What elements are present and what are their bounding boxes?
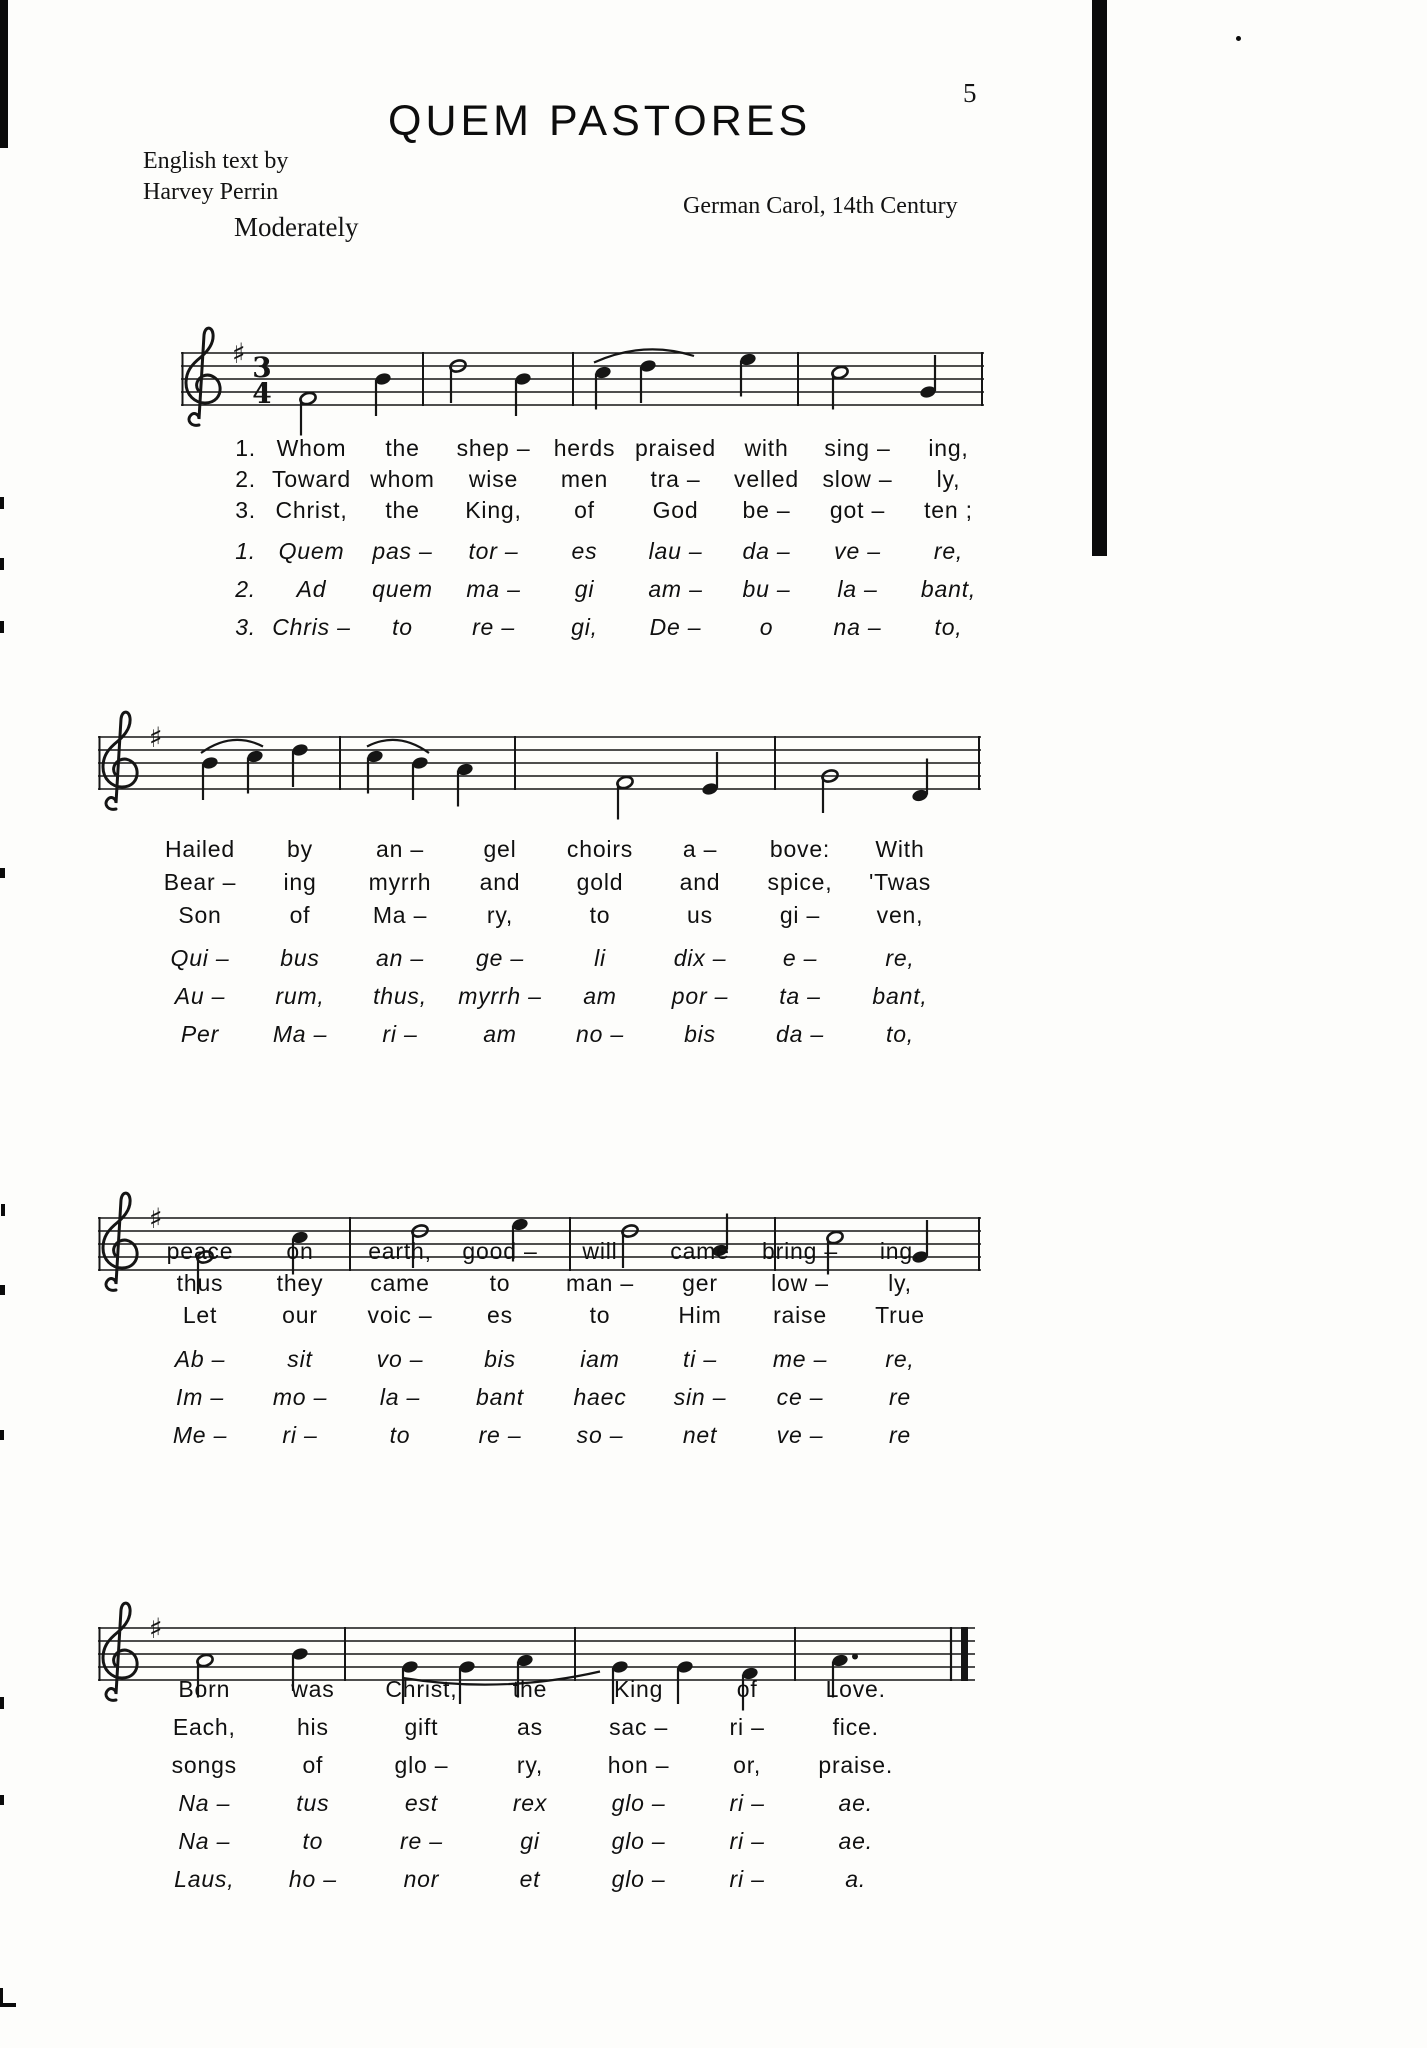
lyric-syllable: hon – xyxy=(607,1752,670,1778)
time-signature-bottom: 4 xyxy=(252,377,272,410)
lyric-syllable: Na – xyxy=(178,1828,231,1854)
lyric-syllable: gi, xyxy=(571,614,598,640)
lyric-line xyxy=(222,576,994,614)
lyric-syllable: re xyxy=(888,1422,912,1448)
music-stave-2 xyxy=(95,697,985,834)
lyrics-system-4 xyxy=(150,1676,910,1904)
lyric-syllable: am xyxy=(483,1021,517,1047)
sharp-icon: ♯ xyxy=(149,721,163,754)
lyric-syllable: ri – xyxy=(729,1866,765,1892)
lyric-syllable: so – xyxy=(576,1422,624,1448)
lyric-syllable: bove: xyxy=(769,836,831,862)
verse-group-gap xyxy=(222,528,994,538)
note-quarter xyxy=(514,372,532,416)
page-title: QUEM PASTORES xyxy=(388,97,812,145)
lyric-syllable: of xyxy=(574,497,595,523)
lyric-syllable: and xyxy=(479,869,521,895)
lyric-line xyxy=(150,1346,950,1384)
lyric-syllable: shep – xyxy=(456,435,531,461)
lyric-syllable: sit xyxy=(287,1346,313,1372)
note-quarter xyxy=(374,372,392,416)
lyric-syllable: got – xyxy=(829,497,886,523)
stave-svg xyxy=(178,313,988,445)
lyric-syllable: to, xyxy=(934,614,963,640)
lyric-syllable: as xyxy=(517,1714,543,1740)
lyric-syllable: vo – xyxy=(376,1346,424,1372)
lyric-line xyxy=(150,836,950,869)
stave-svg xyxy=(95,697,985,829)
lyric-syllable: bus xyxy=(280,945,320,971)
lyric-syllable: the xyxy=(512,1676,548,1702)
lyric-syllable: ing, xyxy=(928,435,969,461)
note-quarter xyxy=(411,756,429,800)
lyric-syllable: et xyxy=(519,1866,541,1892)
lyric-syllable: to xyxy=(392,614,413,640)
lyric-syllable: Each, xyxy=(172,1714,236,1740)
lyric-syllable: Son xyxy=(178,902,222,928)
lyric-syllable: glo – xyxy=(611,1866,666,1892)
lyric-syllable: haec xyxy=(573,1384,627,1410)
lyric-syllable: our xyxy=(282,1302,318,1328)
lyric-syllable: es xyxy=(487,1302,513,1328)
lyric-syllable: an – xyxy=(376,836,424,862)
lyric-syllable: sing – xyxy=(824,435,891,461)
lyric-syllable: na – xyxy=(833,614,882,640)
note-quarter xyxy=(911,759,929,803)
treble-clef-icon xyxy=(103,1603,137,1700)
note-quarter xyxy=(291,743,309,787)
lyric-syllable: True xyxy=(875,1302,925,1328)
lyric-syllable: sin – xyxy=(673,1384,727,1410)
lyric-syllable: Bear – xyxy=(163,869,237,895)
note-quarter xyxy=(701,752,719,796)
lyric-syllable: bant, xyxy=(872,983,928,1009)
treble-clef-icon xyxy=(103,1193,137,1290)
lyric-syllable: la – xyxy=(379,1384,421,1410)
lyric-syllable: ri – xyxy=(382,1021,418,1047)
lyric-syllable: bant xyxy=(476,1384,524,1410)
treble-clef-icon xyxy=(186,328,220,425)
lyric-syllable: rum, xyxy=(275,983,325,1009)
lyric-syllable: gel xyxy=(483,836,517,862)
lyric-syllable: pas – xyxy=(372,538,433,564)
lyric-syllable: est xyxy=(404,1790,438,1816)
credit-left-line2: Harvey Perrin xyxy=(143,179,279,205)
lyric-syllable: ri – xyxy=(729,1828,765,1854)
lyric-line xyxy=(150,1384,950,1422)
lyric-syllable: li xyxy=(594,945,606,971)
lyric-syllable: re, xyxy=(885,945,915,971)
verse-number: 3. xyxy=(235,497,256,523)
lyric-syllable: velled xyxy=(734,466,799,492)
note-quarter xyxy=(246,749,264,793)
lyric-syllable: mo – xyxy=(272,1384,328,1410)
lyric-syllable: came xyxy=(670,1238,730,1264)
note-half xyxy=(616,775,634,819)
lyric-syllable: myrrh – xyxy=(458,983,542,1009)
lyric-syllable: ing xyxy=(283,869,317,895)
lyric-syllable: Laus, xyxy=(174,1866,235,1892)
verse-number: 2. xyxy=(235,576,256,602)
lyric-syllable: choirs xyxy=(566,836,634,862)
lyric-syllable: ae. xyxy=(838,1790,873,1816)
time-signature-top: 3 xyxy=(252,351,272,384)
lyric-syllable: men xyxy=(560,466,609,492)
lyric-syllable: bant, xyxy=(920,576,977,602)
lyric-syllable: Let xyxy=(182,1302,218,1328)
lyric-syllable: voic – xyxy=(367,1302,433,1328)
lyric-syllable: ma – xyxy=(466,576,521,602)
lyric-syllable: am xyxy=(583,983,617,1009)
sharp-icon: ♯ xyxy=(149,1612,163,1645)
lyric-line xyxy=(150,1270,950,1302)
lyric-line xyxy=(150,1021,950,1059)
lyric-syllable: to xyxy=(489,1270,511,1296)
lyric-line xyxy=(150,1422,950,1460)
page-number: 5 xyxy=(963,78,977,108)
lyric-syllable: a. xyxy=(845,1866,867,1892)
lyric-syllable: good – xyxy=(462,1238,538,1264)
sharp-icon: ♯ xyxy=(149,1202,163,1235)
lyric-syllable: low – xyxy=(771,1270,829,1296)
lyric-syllable: of xyxy=(289,902,311,928)
lyric-syllable: ri – xyxy=(282,1422,318,1448)
note-quarter xyxy=(594,365,612,409)
lyric-syllable: myrrh xyxy=(368,869,432,895)
lyric-syllable: praised xyxy=(634,435,717,461)
lyric-syllable: glo – xyxy=(611,1828,666,1854)
lyric-syllable: thus xyxy=(176,1270,224,1296)
lyric-syllable: iam xyxy=(580,1346,620,1372)
lyric-syllable: God xyxy=(652,497,699,523)
lyric-syllable: por – xyxy=(671,983,729,1009)
lyric-syllable: da – xyxy=(742,538,791,564)
lyric-syllable: to, xyxy=(886,1021,914,1047)
lyric-syllable: ho – xyxy=(288,1866,337,1892)
lyric-syllable: man – xyxy=(566,1270,634,1296)
lyric-syllable: the xyxy=(385,435,420,461)
lyric-syllable: Na – xyxy=(178,1790,231,1816)
lyric-syllable: Him xyxy=(678,1302,722,1328)
treble-clef-icon xyxy=(103,712,137,809)
lyric-syllable: us xyxy=(687,902,713,928)
lyric-syllable: came xyxy=(370,1270,430,1296)
note-quarter xyxy=(739,352,757,396)
lyric-syllable: and xyxy=(679,869,721,895)
lyric-syllable: gi xyxy=(574,576,595,602)
scan-mark xyxy=(1236,36,1241,41)
scan-mark xyxy=(0,868,5,878)
scan-mark xyxy=(0,1697,4,1709)
lyric-syllable: glo – xyxy=(394,1752,449,1778)
lyric-syllable: Ab – xyxy=(174,1346,226,1372)
lyric-syllable: Quem xyxy=(278,538,345,564)
lyric-syllable: la – xyxy=(837,576,878,602)
lyric-syllable: praise. xyxy=(818,1752,894,1778)
scan-mark xyxy=(0,497,4,509)
lyric-syllable: re – xyxy=(478,1422,522,1448)
lyric-syllable: bis xyxy=(684,1021,716,1047)
lyrics-system-2 xyxy=(150,836,950,1059)
verse-number: 1. xyxy=(235,435,256,461)
music-stave-1 xyxy=(178,313,988,450)
note-half xyxy=(299,391,317,435)
lyric-syllable: King, xyxy=(465,497,522,523)
lyric-syllable: ri – xyxy=(729,1790,765,1816)
lyric-syllable: With xyxy=(875,836,925,862)
lyric-syllable: re, xyxy=(933,538,964,564)
lyric-syllable: am – xyxy=(648,576,703,602)
credit-left xyxy=(143,146,288,208)
scan-mark xyxy=(0,1285,5,1295)
lyric-syllable: Whom xyxy=(276,435,347,461)
lyric-syllable: a – xyxy=(682,836,718,862)
lyric-line xyxy=(150,1714,910,1752)
tempo-marking: Moderately xyxy=(234,212,359,242)
lyric-syllable: Qui – xyxy=(170,945,230,971)
lyric-syllable: bis xyxy=(484,1346,516,1372)
lyric-syllable: earth, xyxy=(368,1238,432,1264)
lyric-syllable: thus, xyxy=(373,983,427,1009)
lyric-syllable: of xyxy=(736,1676,758,1702)
note-quarter xyxy=(919,355,937,399)
lyric-syllable: e – xyxy=(782,945,818,971)
lyric-line xyxy=(222,435,994,466)
lyric-line xyxy=(150,1302,950,1334)
scan-mark xyxy=(0,1795,4,1805)
lyric-syllable: by xyxy=(287,836,313,862)
lyric-line xyxy=(150,902,950,935)
lyric-syllable: sac – xyxy=(609,1714,669,1740)
note-quarter xyxy=(366,749,384,793)
lyric-line xyxy=(150,1676,910,1714)
lyric-syllable: gold xyxy=(576,869,624,895)
lyric-syllable: will xyxy=(582,1238,618,1264)
lyric-syllable: rex xyxy=(512,1790,548,1816)
lyric-syllable: spice, xyxy=(767,869,833,895)
lyric-syllable: peace xyxy=(166,1238,234,1264)
lyric-syllable: Christ, xyxy=(385,1676,458,1702)
note-quarter xyxy=(639,359,657,403)
lyric-syllable: net xyxy=(682,1422,718,1448)
lyric-syllable: of xyxy=(302,1752,324,1778)
lyric-syllable: his xyxy=(296,1714,329,1740)
lyric-syllable: slow – xyxy=(822,466,893,492)
lyric-syllable: lau – xyxy=(648,538,703,564)
lyric-syllable: Born xyxy=(178,1676,231,1702)
scan-mark xyxy=(1,1204,5,1216)
lyric-syllable: ven, xyxy=(876,902,924,928)
verse-group-gap xyxy=(150,935,950,945)
lyric-syllable: re – xyxy=(472,614,515,640)
lyric-syllable: whom xyxy=(370,466,435,492)
lyric-syllable: songs xyxy=(171,1752,237,1778)
sharp-icon: ♯ xyxy=(232,337,246,370)
lyric-line xyxy=(222,497,994,528)
lyric-syllable: tra – xyxy=(650,466,701,492)
lyric-syllable: re, xyxy=(885,1346,915,1372)
verse-number: 1. xyxy=(235,538,256,564)
lyric-syllable: tor – xyxy=(468,538,519,564)
verse-number: 3. xyxy=(235,614,256,640)
lyric-syllable: re xyxy=(888,1384,912,1410)
verse-group-gap xyxy=(150,1334,950,1346)
lyric-syllable: ce – xyxy=(776,1384,824,1410)
lyric-syllable: ri – xyxy=(729,1714,765,1740)
lyric-syllable: ae. xyxy=(838,1828,873,1854)
lyric-syllable: raise xyxy=(773,1302,827,1328)
scan-mark xyxy=(0,558,4,570)
lyric-line xyxy=(222,466,994,497)
lyric-line xyxy=(222,538,994,576)
lyric-syllable: herds xyxy=(553,435,616,461)
lyric-syllable: De – xyxy=(649,614,702,640)
lyric-syllable: ten ; xyxy=(924,497,973,523)
lyric-line xyxy=(150,1866,910,1904)
scan-mark xyxy=(0,2003,16,2007)
lyric-line xyxy=(150,1238,950,1270)
lyric-syllable: Au – xyxy=(174,983,226,1009)
lyric-syllable: no – xyxy=(576,1021,624,1047)
lyric-syllable: bu – xyxy=(742,576,791,602)
note-half xyxy=(831,365,849,409)
lyric-syllable: they xyxy=(276,1270,324,1296)
lyric-syllable: Ad xyxy=(296,576,327,602)
lyric-line xyxy=(150,1790,910,1828)
lyric-line xyxy=(150,945,950,983)
lyric-syllable: Christ, xyxy=(275,497,348,523)
lyric-syllable: an – xyxy=(376,945,424,971)
lyric-syllable: wise xyxy=(468,466,519,492)
lyric-syllable: on xyxy=(286,1238,314,1264)
lyric-syllable: King xyxy=(613,1676,664,1702)
lyric-syllable: da – xyxy=(776,1021,824,1047)
lyric-syllable: Love. xyxy=(825,1676,886,1702)
lyric-syllable: glo – xyxy=(611,1790,666,1816)
lyric-syllable: Me – xyxy=(172,1422,228,1448)
lyric-syllable: ger xyxy=(682,1270,718,1296)
lyric-syllable: ti – xyxy=(683,1346,717,1372)
lyric-line xyxy=(150,869,950,902)
lyric-syllable: was xyxy=(291,1676,335,1702)
lyric-syllable: to xyxy=(589,1302,611,1328)
verse-number: 2. xyxy=(235,466,256,492)
lyric-syllable: quem xyxy=(372,576,433,602)
lyric-syllable: ta – xyxy=(779,983,821,1009)
lyric-syllable: nor xyxy=(403,1866,440,1892)
scan-mark xyxy=(0,621,4,633)
lyric-syllable: Chris – xyxy=(272,614,351,640)
lyric-line xyxy=(150,1752,910,1790)
lyric-line xyxy=(150,1828,910,1866)
lyric-syllable: to xyxy=(389,1422,411,1448)
scan-mark xyxy=(0,1430,4,1440)
lyric-syllable: Toward xyxy=(272,466,351,492)
lyric-syllable: ing. xyxy=(879,1238,921,1264)
lyric-syllable: Im – xyxy=(176,1384,224,1410)
lyric-syllable: bring – xyxy=(762,1238,838,1264)
lyric-syllable: Ma – xyxy=(272,1021,328,1047)
lyrics-system-3 xyxy=(150,1238,950,1460)
lyric-syllable: gift xyxy=(404,1714,439,1740)
lyric-syllable: ry, xyxy=(486,902,514,928)
lyric-syllable: be – xyxy=(742,497,791,523)
lyric-syllable: tus xyxy=(296,1790,330,1816)
lyric-syllable: Per xyxy=(180,1021,220,1047)
note-quarter xyxy=(201,756,219,800)
scan-mark xyxy=(0,0,8,148)
credit-left-line1: English text by xyxy=(143,148,289,174)
credit-right: German Carol, 14th Century xyxy=(683,193,958,219)
lyric-syllable: gi xyxy=(520,1828,540,1854)
lyric-syllable: 'Twas xyxy=(868,869,932,895)
lyric-syllable: fice. xyxy=(832,1714,879,1740)
lyric-line xyxy=(150,983,950,1021)
lyric-syllable: ve – xyxy=(776,1422,824,1448)
slur xyxy=(594,349,694,362)
lyric-syllable: to xyxy=(302,1828,324,1854)
lyric-syllable: dix – xyxy=(673,945,727,971)
lyric-syllable: Hailed xyxy=(164,836,235,862)
lyric-syllable: ve – xyxy=(834,538,881,564)
lyrics-system-1 xyxy=(222,435,994,652)
lyric-syllable: es xyxy=(571,538,598,564)
lyric-syllable: o xyxy=(759,614,774,640)
lyric-syllable: re – xyxy=(400,1828,443,1854)
lyric-syllable: with xyxy=(744,435,789,461)
lyric-syllable: Ma – xyxy=(372,902,428,928)
note-quarter xyxy=(456,762,474,806)
lyric-syllable: ly, xyxy=(888,1270,912,1296)
lyric-syllable: me – xyxy=(772,1346,828,1372)
scan-mark xyxy=(1092,0,1107,556)
lyric-syllable: to xyxy=(589,902,611,928)
lyric-syllable: ly, xyxy=(936,466,961,492)
lyric-syllable: ry, xyxy=(516,1752,544,1778)
lyric-syllable: or, xyxy=(733,1752,762,1778)
slur xyxy=(201,740,263,753)
lyric-syllable: the xyxy=(385,497,420,523)
lyric-line xyxy=(222,614,994,652)
lyric-syllable: gi – xyxy=(779,902,821,928)
lyric-syllable: ge – xyxy=(476,945,524,971)
